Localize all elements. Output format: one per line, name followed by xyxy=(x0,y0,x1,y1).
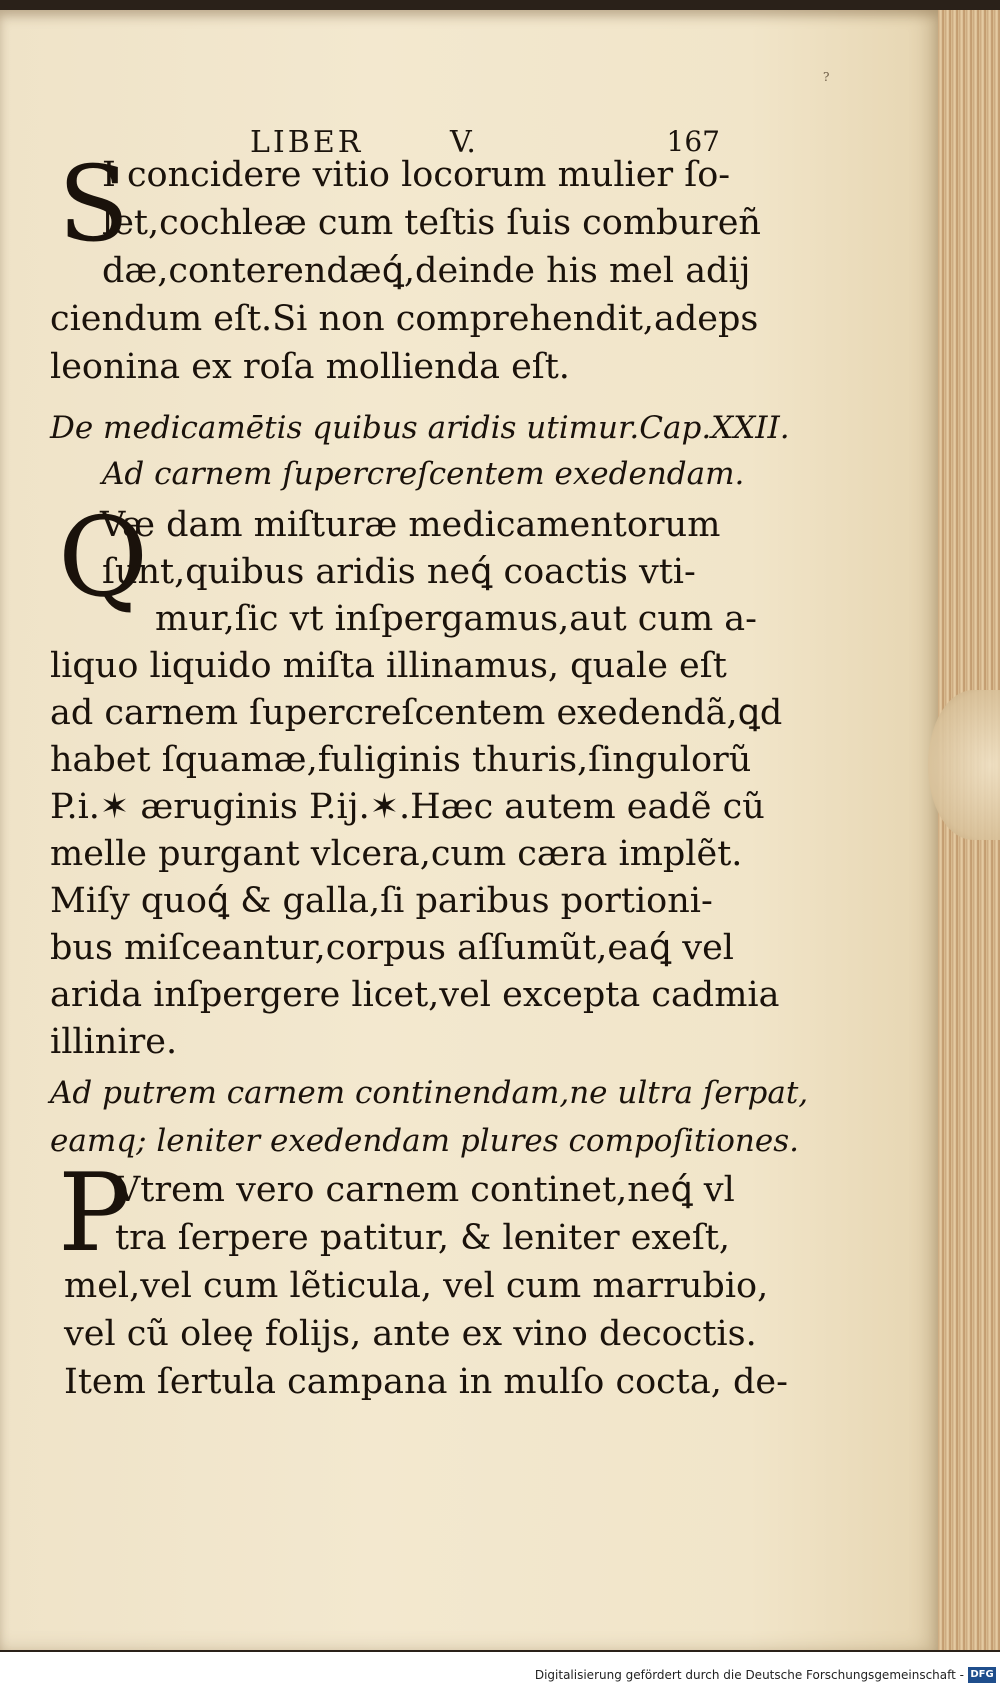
text-line: Vtrem vero carnem continet,neꝗ́ vl xyxy=(115,1170,735,1210)
text-line: habet ſquamæ,fuliginis thuris,ſingulorũ xyxy=(50,740,752,780)
text-line: leonina ex roſa mollienda eſt. xyxy=(50,347,570,387)
text-line: let,cochleæ cum teſtis ſuis combureñ xyxy=(102,203,761,243)
section-heading xyxy=(50,1075,809,1170)
margin-mark: ? xyxy=(823,70,830,84)
text-line: vel cũ oleę folijs, ante ex vino decoctis. xyxy=(64,1314,757,1354)
text-line: I concidere vitio locorum mulier ſo- xyxy=(102,155,731,195)
running-head-book: V. xyxy=(450,125,476,160)
dfg-logo: DFG xyxy=(968,1667,996,1683)
text-line: dæ,conterendæꝗ́,deinde his mel adij xyxy=(102,251,751,291)
text-line: mel,vel cum lẽticula, vel cum marrubio, xyxy=(64,1266,769,1306)
chapter-subtitle: Ad carnem ſupercreſcentem exedendam. xyxy=(102,456,745,492)
text-line: Miſy quoꝗ́ & galla,ſi paribus portioni- xyxy=(50,881,713,921)
section1-text xyxy=(50,143,761,387)
text-line: ad carnem ſupercreſcentem exedendã,ꝗd xyxy=(50,693,783,733)
section-heading-line1: Ad putrem carnem continendam,ne ultra ſerpat, xyxy=(50,1075,809,1111)
section2-text xyxy=(50,505,783,1065)
dropcap-q: Q xyxy=(58,493,149,621)
dropcap-s: S xyxy=(58,143,130,265)
text-line: ſunt,quibus aridis neꝗ́ coactis vti- xyxy=(102,552,696,592)
text-line: melle purgant vlcera,cum cæra implẽt. xyxy=(50,834,743,874)
folio-number: 167 xyxy=(666,125,720,158)
dropcap-p: P xyxy=(58,1151,131,1276)
text-line: bus miſceantur,corpus aſſumũt,eaꝗ́ vel xyxy=(50,928,734,968)
footer-bar xyxy=(0,1652,1000,1700)
text-line: liquo liquido miſta illinamus, quale eſt xyxy=(50,646,727,686)
section3-text xyxy=(50,1170,788,1430)
text-line: P.i.✶ æruginis P.ij.✶.Hæc autem eadẽ cũ xyxy=(50,787,765,827)
text-line: ciendum eſt.Si non comprehendit,adeps xyxy=(50,299,759,339)
text-line: mur,ſic vt inſpergamus,aut cum a- xyxy=(155,599,757,639)
text-line: illinire. xyxy=(50,1022,178,1062)
funding-credit: Digitalisierung gefördert durch die Deutsche Forschungsgemeinschaft - xyxy=(534,1668,964,1682)
chapter-title: De medicamētis quibus aridis utimur.Cap.XXII. xyxy=(50,410,790,446)
section-heading-line2: eamq; leniter exedendam plures compoſitiones. xyxy=(50,1123,799,1159)
text-line: Væ dam miſturæ medicamentorum xyxy=(100,505,721,545)
text-line: Item ſertula campana in mulſo cocta, de- xyxy=(64,1362,788,1402)
text-line: arida inſpergere licet,vel excepta cadmia xyxy=(50,975,780,1015)
running-head-title: LIBER xyxy=(250,125,364,160)
chapter-heading xyxy=(50,410,790,500)
text-line: tra ſerpere patitur, & leniter exeſt, xyxy=(115,1218,731,1258)
